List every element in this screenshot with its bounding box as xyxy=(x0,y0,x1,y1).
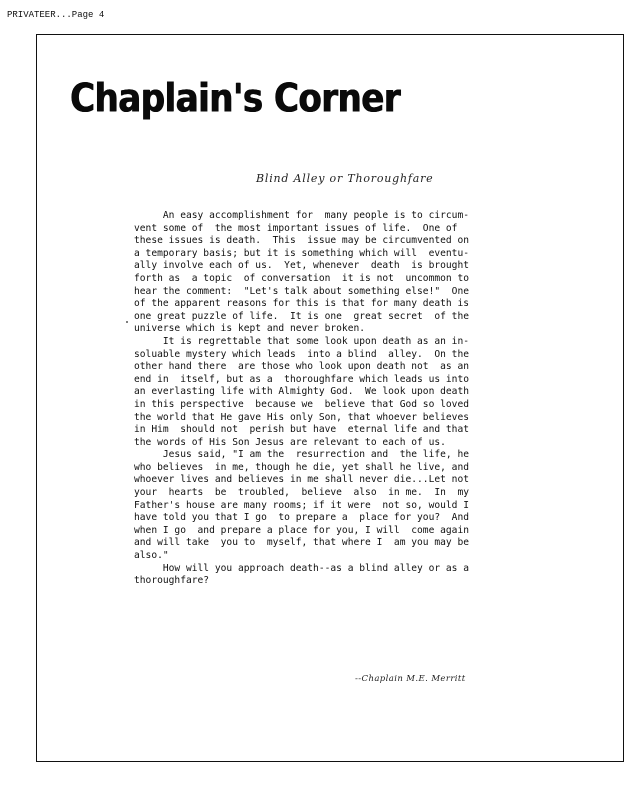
body-line: in Him should not perish but have eternal life and that xyxy=(134,424,470,436)
body-line: and will take you to myself, that where I am you may be xyxy=(134,537,470,549)
body-line: An easy accomplishment for many people is to circum- xyxy=(134,210,470,221)
stray-ink-mark xyxy=(126,321,128,323)
body-line: whoever lives and believes in me shall never die...Let not xyxy=(134,474,470,486)
body-line: an everlasting life with Almighty God. We look upon death xyxy=(134,386,470,398)
body-line: of the apparent reasons for this is that for many death is xyxy=(134,298,470,310)
body-line: forth as a topic of conversation it is not uncommon to xyxy=(134,272,470,284)
body-line: vent some of the most important issues of life. One of xyxy=(134,222,458,234)
body-line: Jesus said, "I am the resurrection and the life, he xyxy=(134,449,470,461)
body-line: soluable mystery which leads into a blind alley. On the xyxy=(134,348,470,360)
body-line: How will you approach death--as a blind alley or as a xyxy=(134,562,470,574)
body-line: Father's house are many rooms; if it were not so, would I xyxy=(134,499,470,511)
body-line: hear the comment: "Let's talk about something else!" One xyxy=(134,285,470,297)
body-line: one great puzzle of life. It is one great secret of the xyxy=(134,310,470,322)
article-body xyxy=(134,210,534,588)
body-line: a temporary basis; but it is something which will eventu- xyxy=(134,247,470,259)
body-line: end in itself, but as a thoroughfare which leads us into xyxy=(134,373,470,385)
article-subtitle: Blind Alley or Thoroughfare xyxy=(256,172,434,185)
body-line: in this perspective because we believe that God so loved xyxy=(134,398,470,410)
body-line: It is regrettable that some look upon death as an in- xyxy=(134,335,470,347)
page-header: PRIVATEER...Page 4 xyxy=(7,10,105,20)
body-line: the world that He gave His only Son, that whoever believes xyxy=(134,411,470,423)
body-line: other hand there are those who look upon death not as an xyxy=(134,361,470,373)
article-signature: --Chaplain M.E. Merritt xyxy=(355,674,466,684)
body-line: when I go and prepare a place for you, I will come again xyxy=(134,524,470,536)
body-line: who believes in me, though he die, yet shall he live, and xyxy=(134,461,470,473)
body-line: the words of His Son Jesus are relevant to each of us. xyxy=(134,436,446,448)
body-line: these issues is death. This issue may be circumvented on xyxy=(134,235,470,247)
body-line: ally involve each of us. Yet, whenever death is brought xyxy=(134,260,470,272)
body-line: have told you that I go to prepare a place for you? And xyxy=(134,512,470,524)
body-line: also." xyxy=(134,550,169,562)
body-line: your hearts be troubled, believe also in me. In my xyxy=(134,487,470,499)
column-title: Chaplain's Corner xyxy=(70,76,400,122)
body-line: universe which is kept and never broken. xyxy=(134,323,366,335)
body-line: thoroughfare? xyxy=(134,575,210,587)
